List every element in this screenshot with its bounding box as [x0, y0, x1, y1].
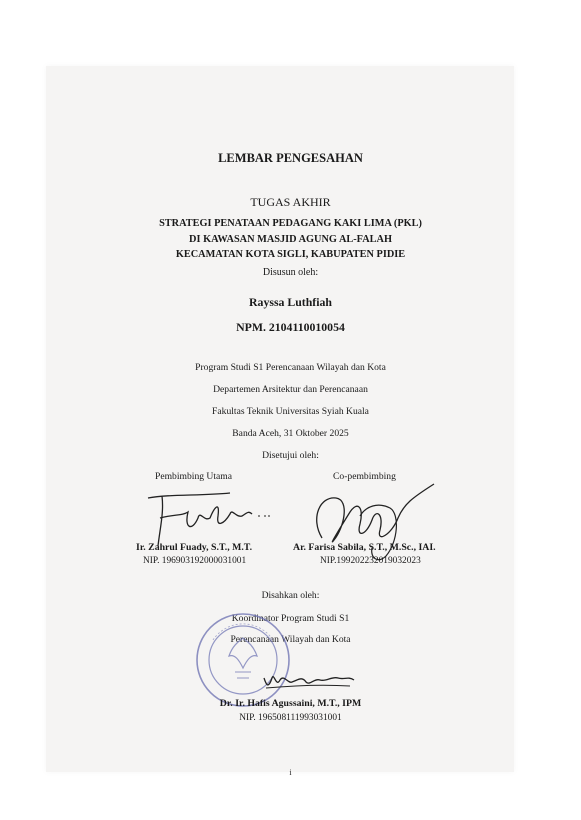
author-name: Rayssa Luthfiah — [249, 295, 332, 309]
study-program: Program Studi S1 Perencanaan Wilayah dan Kota — [195, 362, 386, 373]
main-supervisor-role: Pembimbing Utama — [155, 471, 233, 482]
department: Departemen Arsitektur dan Perencanaan — [213, 384, 368, 395]
thesis-title-line-2: DI KAWASAN MASJID AGUNG AL-FALAH — [189, 233, 392, 245]
thesis-title-line-3: KECAMATAN KOTA SIGLI, KABUPATEN PIDIE — [175, 249, 406, 260]
main-supervisor-name: Ir. Zahrul Fuady, S.T., M.T. — [136, 542, 253, 553]
ratified-by-label: Disahkan oleh: — [261, 590, 320, 601]
co-supervisor-name: Ar. Farisa Sabila, S.T., M.Sc., IAI. — [293, 542, 436, 553]
coordinator-name: Dr. Ir. Hafis Agussaini, M.T., IPM — [219, 698, 362, 709]
coordinator-signature — [258, 668, 358, 698]
thesis-title — [0, 216, 581, 263]
main-supervisor-signature — [140, 488, 280, 548]
main-supervisor-nip: NIP. 196903192000031001 — [143, 556, 247, 566]
place-date: Banda Aceh, 31 Oktober 2025 — [232, 428, 349, 439]
approved-by-label: Disetujui oleh: — [262, 450, 319, 461]
co-supervisor-nip: NIP.199202232019032023 — [320, 556, 421, 566]
coordinator-role-line-1: Koordinator Program Studi S1 — [231, 613, 350, 624]
author-npm: NPM. 2104110010054 — [236, 320, 345, 334]
page-title: LEMBAR PENGESAHAN — [218, 151, 363, 165]
coordinator-role-line-2: Perencanaan Wilayah dan Kota — [230, 634, 351, 645]
thesis-title-line-1: STRATEGI PENATAAN PEDAGANG KAKI LIMA (PKL) — [159, 218, 422, 229]
document-type: TUGAS AKHIR — [250, 195, 331, 209]
prepared-by-label: Disusun oleh: — [262, 267, 319, 278]
co-supervisor-signature — [300, 478, 450, 568]
co-supervisor-role: Co-pembimbing — [333, 471, 396, 482]
faculty: Fakultas Teknik Universitas Syiah Kuala — [212, 406, 369, 417]
coordinator-nip: NIP. 196508111993031001 — [239, 713, 342, 723]
page-number: i — [289, 768, 292, 777]
